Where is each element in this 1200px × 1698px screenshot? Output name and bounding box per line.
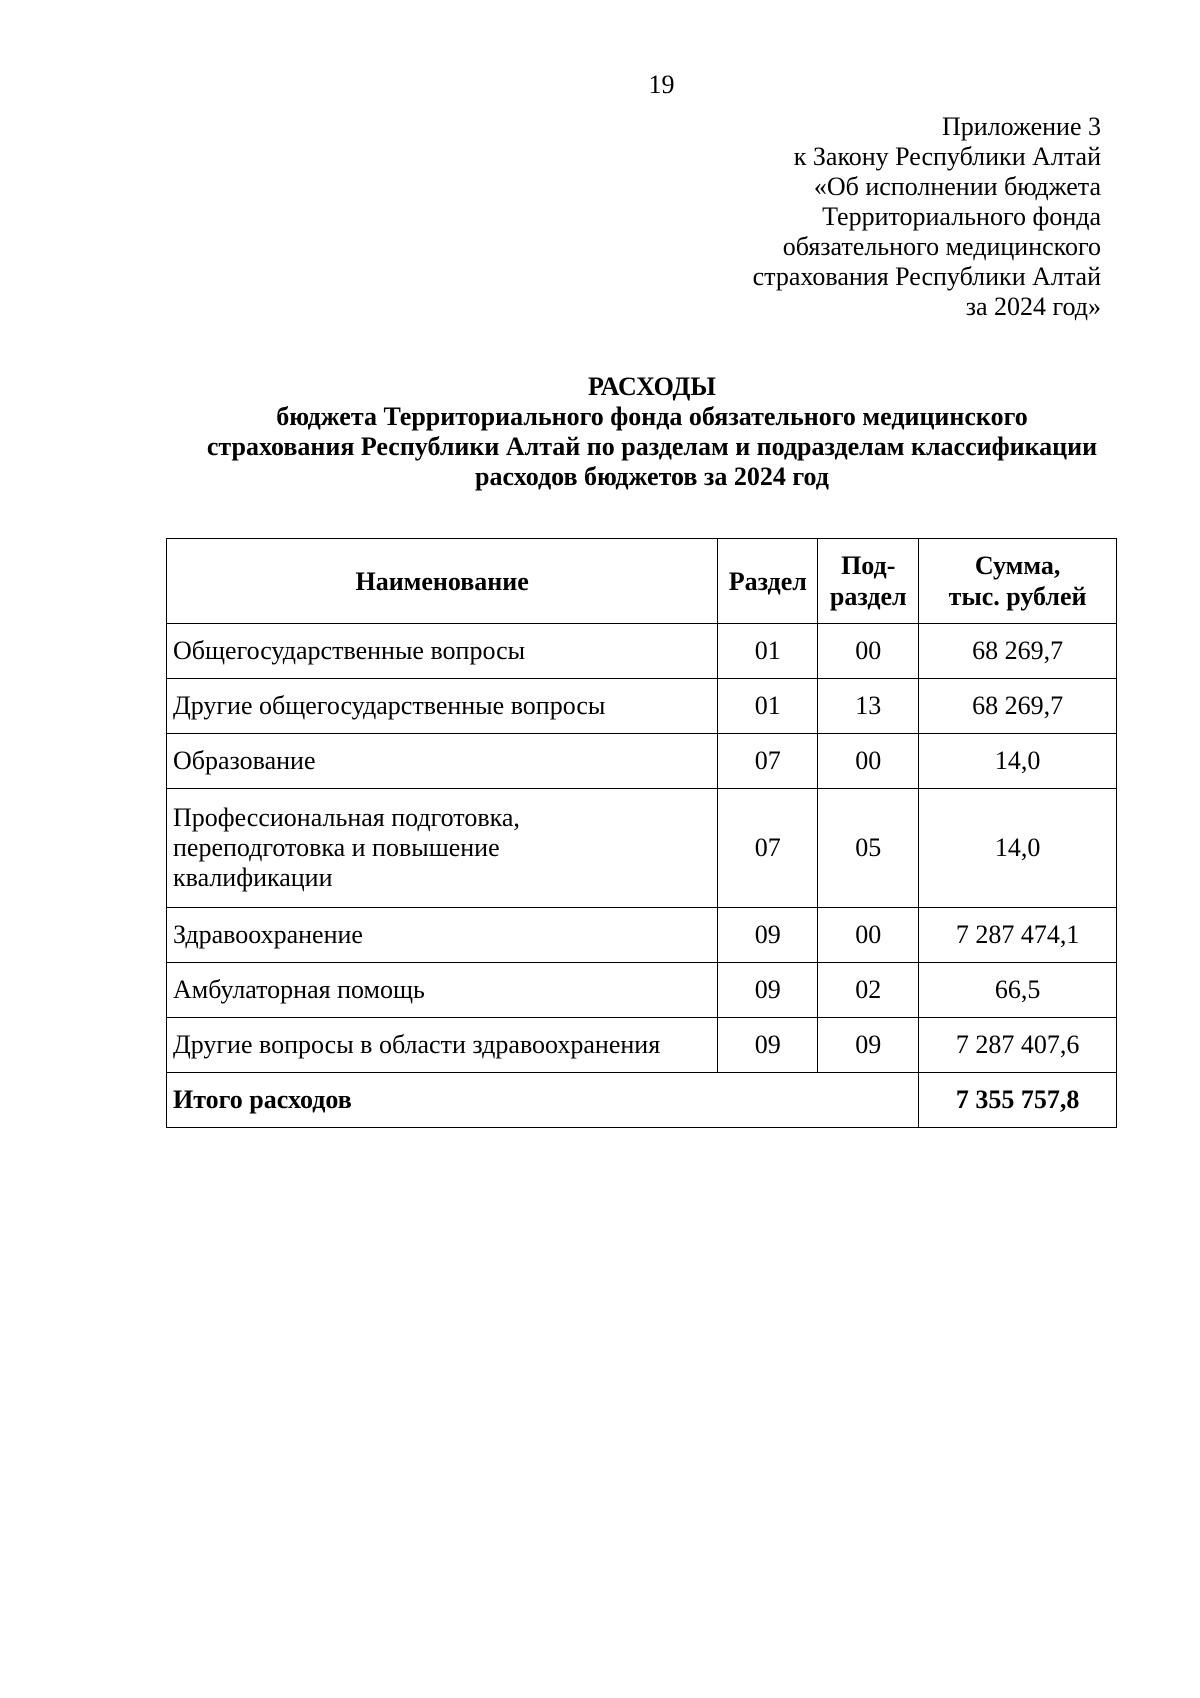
row-amount: 14,0 [919, 734, 1117, 789]
row-name: Образование [167, 734, 718, 789]
row-amount: 14,0 [919, 789, 1117, 908]
appendix-line: «Об исполнении бюджета [813, 172, 1101, 201]
row-subsection: 09 [818, 1018, 919, 1073]
title-main: РАСХОДЫ [588, 372, 716, 401]
expenses-table [166, 538, 1117, 1128]
page-number: 19 [648, 70, 675, 99]
appendix-line: Территориального фонда [822, 202, 1101, 231]
row-subsection: 00 [818, 734, 919, 789]
row-section: 09 [718, 1018, 818, 1073]
header-subsection-line: раздел [829, 582, 907, 611]
row-subsection: 00 [818, 908, 919, 963]
header-amount-line: тыс. рублей [948, 582, 1087, 611]
appendix-line: обязательного медицинского [782, 232, 1101, 261]
appendix-line: страхования Республики Алтай [752, 262, 1101, 291]
appendix-line: Приложение 3 [941, 112, 1101, 141]
total-row [167, 1073, 1117, 1128]
table-row [167, 1018, 1117, 1073]
row-name-line: Профессиональная подготовка, [173, 803, 520, 832]
title-subtitle-line: расходов бюджетов за 2024 год [475, 462, 829, 491]
total-amount: 7 355 757,8 [919, 1073, 1117, 1128]
table-row [167, 908, 1117, 963]
row-amount: 68 269,7 [919, 679, 1117, 734]
table-row [167, 679, 1117, 734]
row-section: 01 [718, 624, 818, 679]
row-subsection: 05 [818, 789, 919, 908]
table-row [167, 624, 1117, 679]
row-section: 01 [718, 679, 818, 734]
row-amount: 7 287 407,6 [919, 1018, 1117, 1073]
row-name: Другие общегосударственные вопросы [167, 679, 718, 734]
document-title [152, 372, 1152, 492]
header-subsection-line: Под- [841, 551, 896, 580]
header-subsection [818, 539, 919, 624]
appendix-line: за 2024 год» [965, 292, 1101, 321]
row-section: 07 [718, 789, 818, 908]
row-name [167, 789, 718, 908]
appendix-line: к Закону Республики Алтай [793, 142, 1101, 171]
row-amount: 66,5 [919, 963, 1117, 1018]
row-subsection: 13 [818, 679, 919, 734]
header-amount-line: Сумма, [974, 551, 1061, 580]
table-row [167, 963, 1117, 1018]
row-name: Общегосударственные вопросы [167, 624, 718, 679]
row-section: 07 [718, 734, 818, 789]
table-row [167, 734, 1117, 789]
row-name: Амбулаторная помощь [167, 963, 718, 1018]
header-name: Наименование [167, 539, 718, 624]
table-row [167, 789, 1117, 908]
table-header-row [167, 539, 1117, 624]
row-name: Другие вопросы в области здравоохранения [167, 1018, 718, 1073]
header-section: Раздел [718, 539, 818, 624]
row-subsection: 00 [818, 624, 919, 679]
total-label: Итого расходов [167, 1073, 919, 1128]
row-subsection: 02 [818, 963, 919, 1018]
row-section: 09 [718, 908, 818, 963]
row-name: Здравоохранение [167, 908, 718, 963]
row-section: 09 [718, 963, 818, 1018]
appendix-header [501, 112, 1101, 322]
title-subtitle-line: бюджета Территориального фонда обязательного медицинского [276, 402, 1028, 431]
row-amount: 68 269,7 [919, 624, 1117, 679]
title-subtitle-line: страхования Республики Алтай по разделам и подразделам классификации [206, 432, 1098, 461]
header-amount [919, 539, 1117, 624]
row-amount: 7 287 474,1 [919, 908, 1117, 963]
row-name-line: переподготовка и повышение [173, 833, 500, 862]
row-name-line: квалификации [173, 863, 333, 892]
